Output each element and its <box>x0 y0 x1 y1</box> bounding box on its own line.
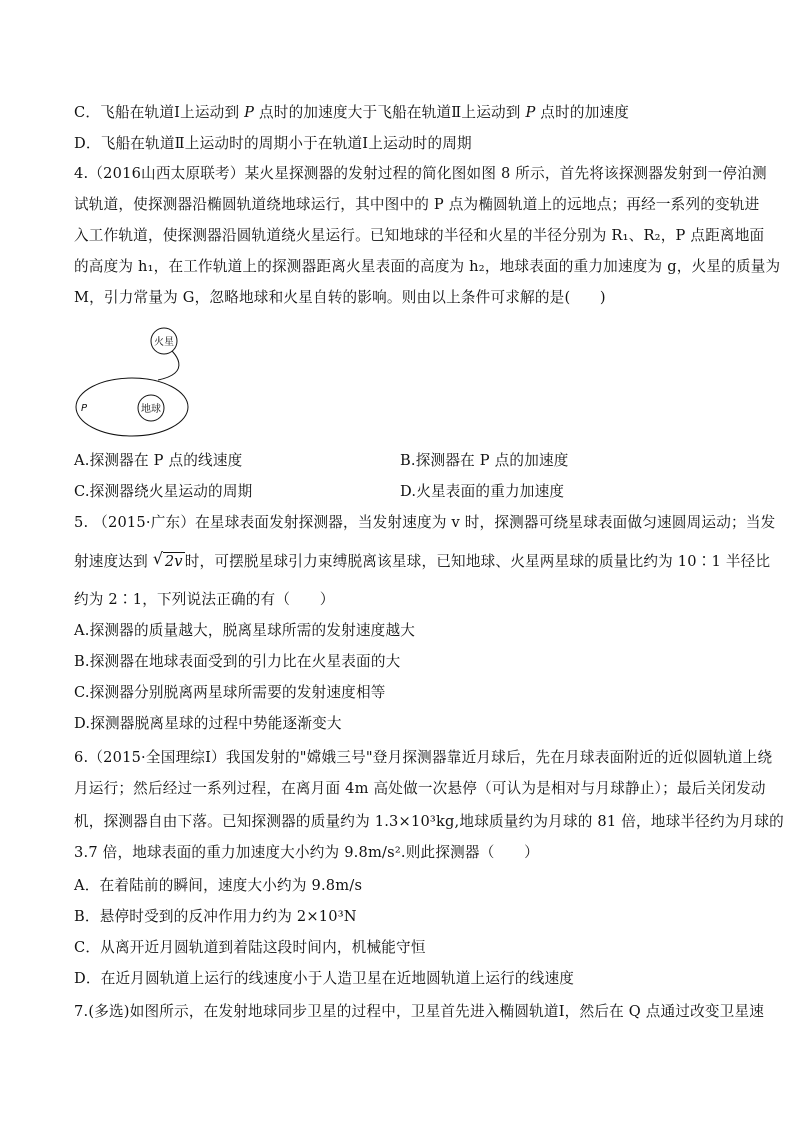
q4-stem-line-5: M，引力常量为 G，忽略地球和火星自转的影响。则由以上条件可求解的是( ) <box>74 289 606 306</box>
q4-option-c: C.探测器绕火星运动的周期 <box>74 483 253 500</box>
q5-stem-line-1: 5. （2015·广东）在星球表面发射探测器，当发射速度为 v 时，探测器可绕星球表面做匀速圆周运动；当发 <box>74 514 776 531</box>
q6-option-a: A．在着陆前的瞬间，速度大小约为 9.8m/s <box>74 877 363 894</box>
mars-label: 火星 <box>154 337 174 348</box>
q4-option-a: A.探测器在 P 点的线速度 <box>74 452 243 469</box>
parking-orbit-ellipse <box>76 378 188 436</box>
q6-stem-line-3: 机，探测器自由下落。已知探测器的质量约为 1.3×10³kg,地球质量约为月球的 81 倍，地球半径约为月球的 <box>74 813 784 830</box>
q5-option-c: C.探测器分别脱离两星球所需要的发射速度相等 <box>74 684 386 701</box>
earth-label: 地球 <box>141 404 161 415</box>
q5-stem-line-3: 约为 2∶1，下列说法正确的有（ ） <box>74 591 335 608</box>
q6-option-d: D．在近月圆轨道上运行的线速度小于人造卫星在近地圆轨道上运行的线速度 <box>74 970 575 987</box>
q4-stem-line-3: 入工作轨道，使探测器沿圆轨道绕火星运行。已知地球的半径和火星的半径分别为 R₁、R₂，P 点距离地面 <box>74 227 765 244</box>
q6-stem-line-2: 月运行；然后经过一系列过程，在离月面 4m 高处做一次悬停（可认为是相对与月球静止）；最后关闭发动 <box>74 780 766 797</box>
q4-stem-line-4: 的高度为 h₁，在工作轨道上的探测器距离火星表面的高度为 h₂，地球表面的重力加速度为 g，火星的质量为 <box>74 258 781 275</box>
sqrt-expression: √ 2v <box>152 549 183 570</box>
q4-option-b: B.探测器在 P 点的加速度 <box>400 452 569 469</box>
q3-option-d: D．飞船在轨道Ⅱ上运动时的周期小于在轨道Ⅰ上运动时的周期 <box>74 135 472 152</box>
q6-option-c: C．从离开近月圆轨道到着陆这段时间内，机械能守恒 <box>74 939 426 956</box>
q6-stem-line-1: 6.（2015·全国理综Ⅰ）我国发射的"嫦娥三号"登月探测器靠近月球后，先在月球表面附近的近似圆轨道上绕 <box>74 749 773 766</box>
q5-option-b: B.探测器在地球表面受到的引力比在火星表面的大 <box>74 653 401 670</box>
q6-option-b: B．悬停时受到的反冲作用力约为 2×10³N <box>74 908 357 925</box>
q3-option-c: C．飞船在轨道Ⅰ上运动到 P 点时的加速度大于飞船在轨道Ⅱ上运动到 P 点时的加速度 <box>74 104 630 121</box>
q5-option-d: D.探测器脱离星球的过程中势能逐渐变大 <box>74 715 342 732</box>
radical-sign: √ <box>152 549 164 568</box>
q6-stem-line-4: 3.7 倍，地球表面的重力加速度大小约为 9.8m/s².则此探测器（ ） <box>74 844 539 861</box>
q4-stem-line-1: 4.（2016山西太原联考）某火星探测器的发射过程的简化图如图 8 所示，首先将该探测器发射到一停泊测 <box>74 165 767 182</box>
point-p-label: P <box>81 403 88 414</box>
q5-option-a: A.探测器的质量越大，脱离星球所需的发射速度越大 <box>74 622 416 639</box>
q5-stem-line-2: 射速度达到 √ 2v 时，可摆脱星球引力束缚脱离该星球，已知地球、火星两星球的质量比约为 10∶1 半径比 <box>74 549 771 570</box>
q4-option-d: D.火星表面的重力加速度 <box>400 483 565 500</box>
q4-stem-line-2: 试轨道，使探测器沿椭圆轨道绕地球运行，其中图中的 P 点为椭圆轨道上的远地点；再经一系列的变轨进 <box>74 196 760 213</box>
orbit-figure <box>70 325 210 437</box>
q7-stem-line-1: 7.(多选)如图所示，在发射地球同步卫星的过程中，卫星首先进入椭圆轨道Ⅰ，然后在 Q 点通过改变卫星速 <box>74 1003 765 1020</box>
